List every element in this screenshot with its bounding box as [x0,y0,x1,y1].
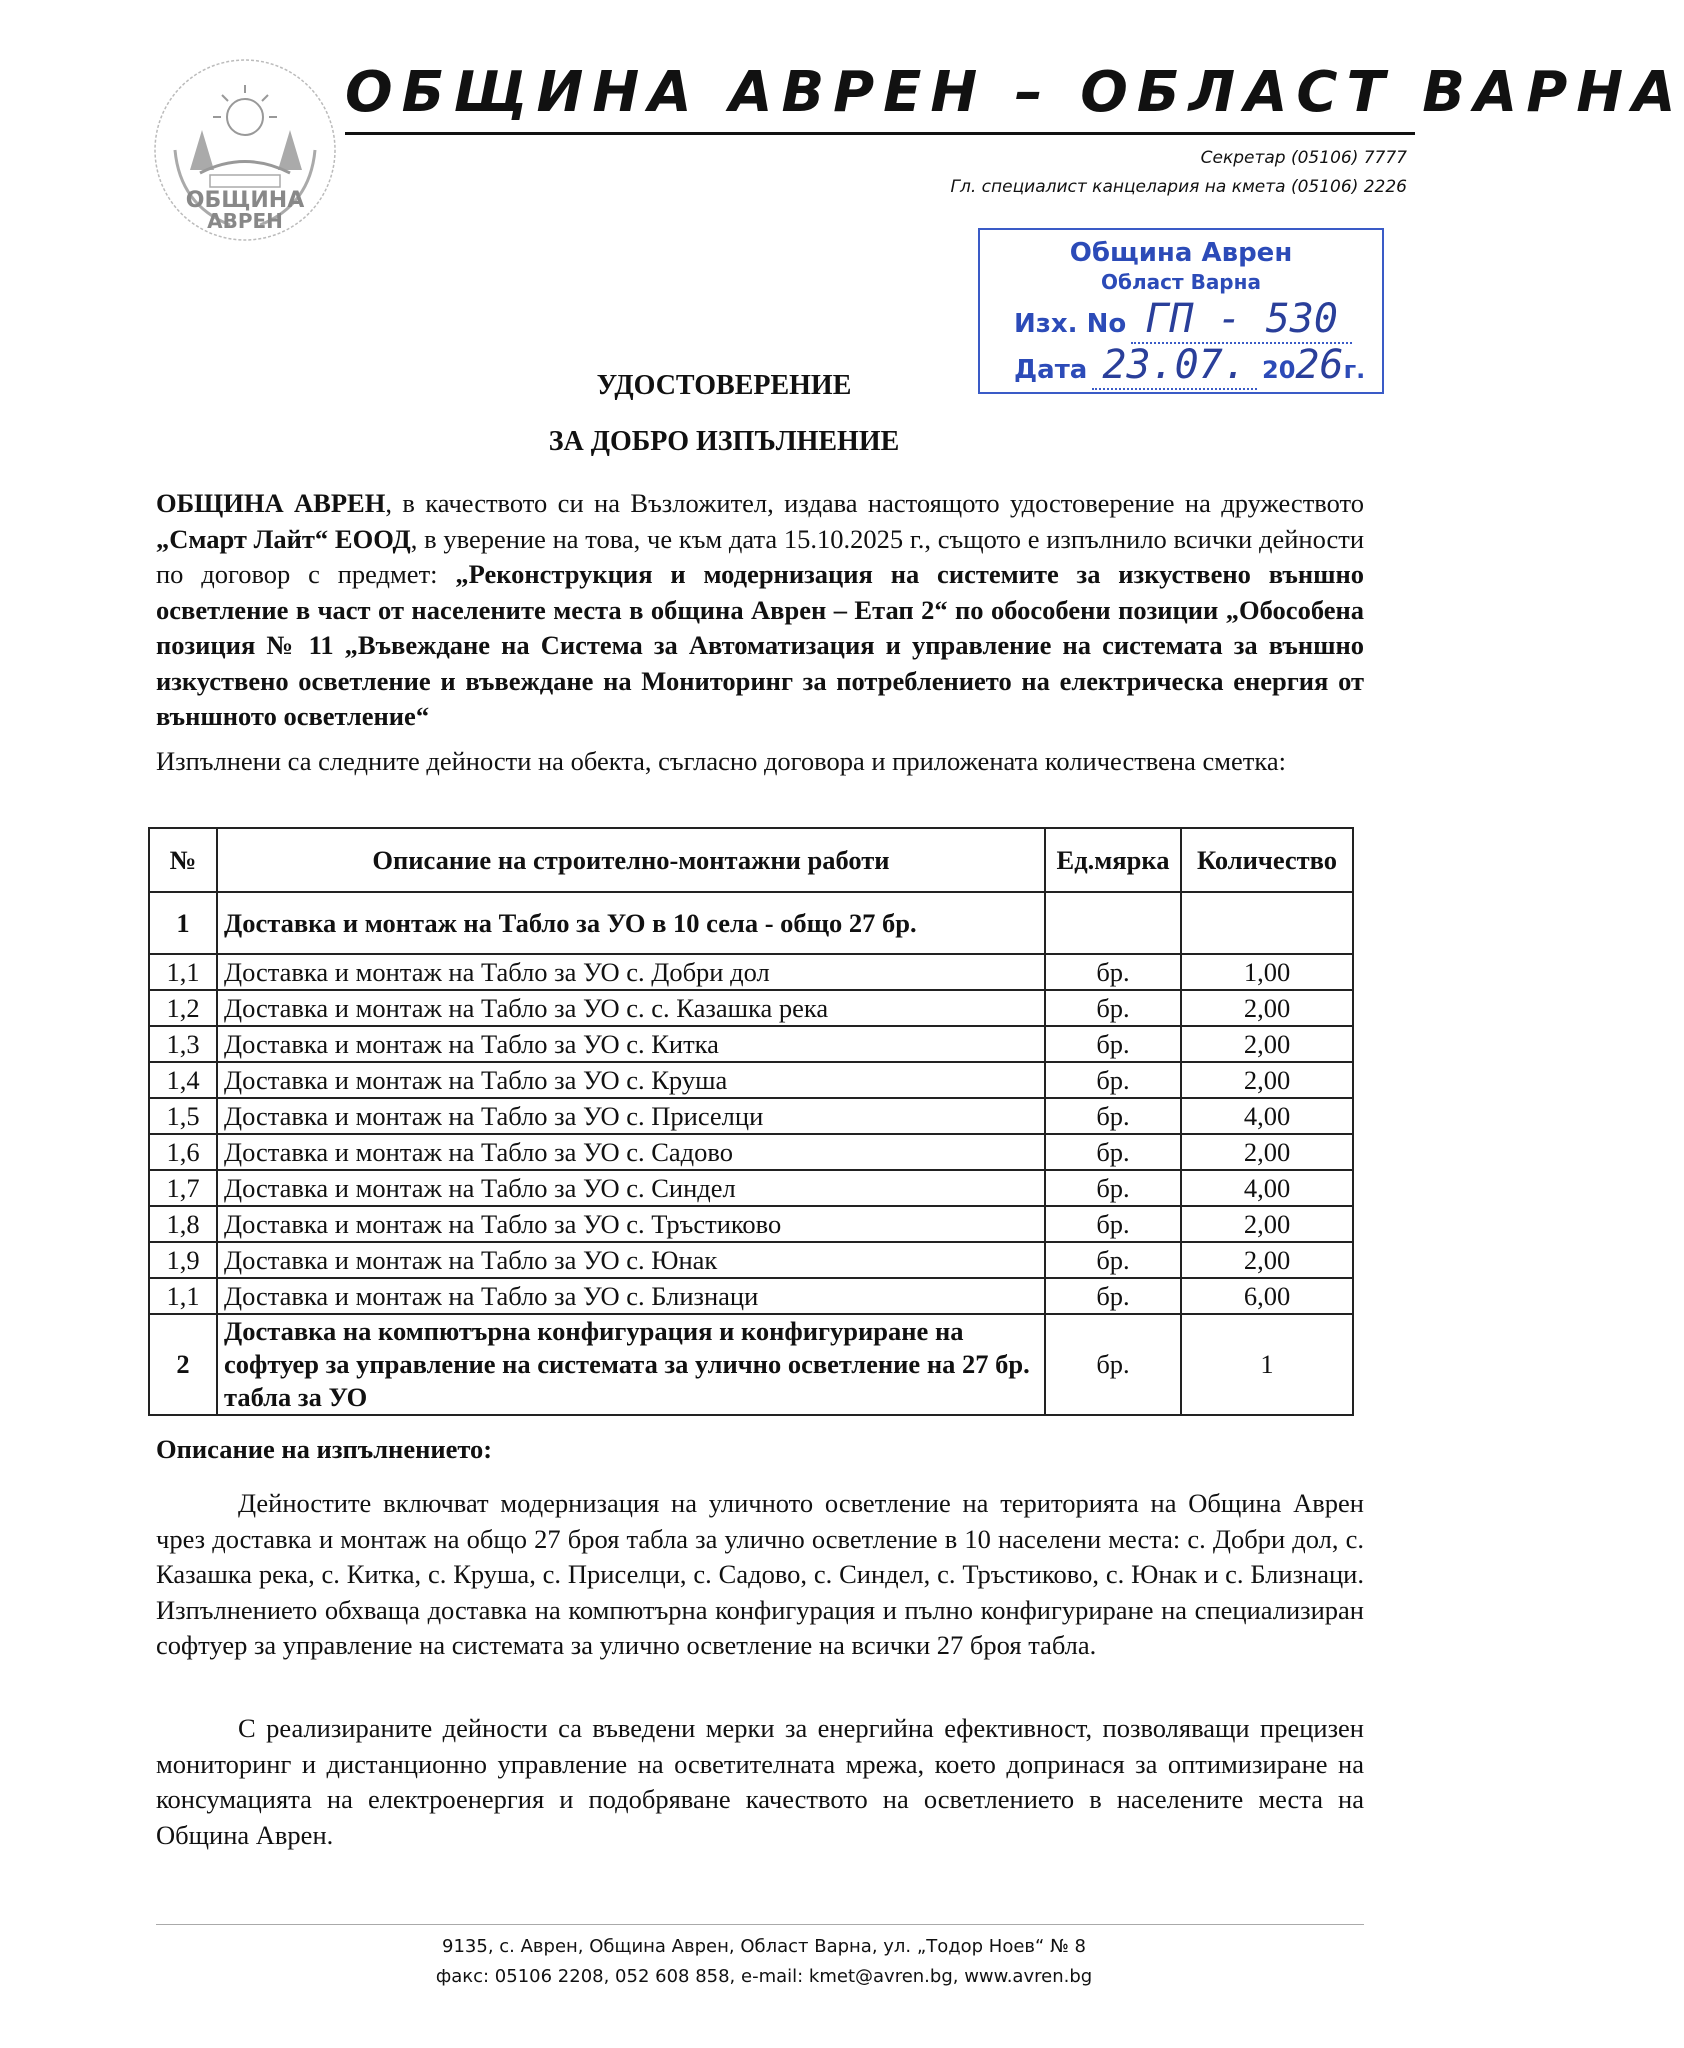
execution-heading: Описание на изпълнението: [156,1434,493,1464]
footer-contacts: факс: 05106 2208, 052 608 858, e-mail: kmet@avren.bg, www.avren.bg [435,1966,1093,1987]
cell-unit: бр. [1045,990,1181,1026]
cell-no: 1,5 [149,1098,217,1134]
cell-unit [1045,892,1181,954]
intro-contract-subject: „Реконструкция и модернизация на системите за изкуствено външно осветление в част от населените места в община Аврен – Етап 2“ по обособени позиции „Обособена позиция № 11 „Въвеждане на Система за Автоматизация и управление на системата за външно изкуствено осветление и въвеждане на Мониторинг за потреблението на електрическа енергия от външното осветление“ [156,559,1364,731]
table-row [149,1098,1353,1134]
intro-text-2: , в уверение на това, че към дата 15.10.2025 г., същото е изпълнило всички дейности по договор с предмет: [156,523,1365,589]
execution-paragraph-2: С реализираните дейности са въведени мерки за енергийна ефективност, позволяващи прецизен мониторинг и дистанционно управление на осветителната мрежа, което допринася за оптимизиране на консумацията на електроенергия и подобряване качеството на осветлението в населените места на Община Аврен. [156,1713,1364,1850]
stamp-ref-line [980,296,1416,342]
logo-text-line1: ОБЩИНА [185,188,305,213]
stamp-date-label: Дата [1014,355,1088,385]
cell-unit: бр. [1045,1026,1181,1062]
cell-unit: бр. [1045,1278,1181,1314]
table-row [149,892,1353,954]
table-row [149,954,1353,990]
table-row [149,1170,1353,1206]
cell-quantity: 2,00 [1181,1134,1353,1170]
header-description: Описание на строително-монтажни работи [217,828,1045,892]
cell-description: Доставка и монтаж на Табло за УО с. Добри дол [217,954,1045,990]
cell-description: Доставка и монтаж на Табло за УО с. Садово [217,1134,1045,1170]
cell-no: 1,8 [149,1206,217,1242]
cell-quantity: 4,00 [1181,1170,1353,1206]
cell-unit: бр. [1045,1134,1181,1170]
cell-quantity: 1 [1181,1314,1353,1415]
table-row [149,1062,1353,1098]
municipality-title: ОБЩИНА АВРЕН – ОБЛАСТ ВАРНА [345,60,1684,125]
table-row [149,1206,1353,1242]
cell-unit: бр. [1045,1242,1181,1278]
execution-paragraph-1: Дейностите включват модернизация на уличното осветление на територията на Община Аврен чрез доставка и монтаж на общо 27 броя табла за улично осветление в 10 населени места: с. Добри дол, с. Казашка река, с. Китка, с. Круша, с. Приселци, с. Садово, с. Синдел, с. Тръстиково, с. Юнак и с. Близнаци. Изпълнението обхваща доставка на компютърна конфигурация и пълно конфигуриране на специализиран софтуер за управление на системата за улично осветление на всички 27 броя табла. [156,1488,1364,1660]
document-subtitle: ЗА ДОБРО ИЗПЪЛНЕНИЕ [548,426,900,457]
intro-paragraph [156,486,1364,735]
cell-no: 1,9 [149,1242,217,1278]
cell-description: Доставка и монтаж на Табло за УО с. Тръстиково [217,1206,1045,1242]
cell-quantity: 2,00 [1181,1206,1353,1242]
works-table [148,827,1354,1416]
cell-no: 1,2 [149,990,217,1026]
cell-description: Доставка и монтаж на Табло за УО с. Юнак [217,1242,1045,1278]
document-title: УДОСТОВЕРЕНИЕ [596,370,852,401]
cell-quantity: 4,00 [1181,1098,1353,1134]
cell-unit: бр. [1045,1098,1181,1134]
cell-unit: бр. [1045,1170,1181,1206]
cell-quantity: 2,00 [1181,1026,1353,1062]
header-no: № [149,828,217,892]
cell-description: Доставка и монтаж на Табло за УО с. Китка [217,1026,1045,1062]
intro-contractor: „Смарт Лайт“ ЕООД [156,523,411,554]
logo-text-line2: АВРЕН [207,209,283,233]
stamp-year-suffix: г. [1343,356,1366,384]
cell-unit: бр. [1045,1314,1181,1415]
cell-description: Доставка и монтаж на Табло за УО с. Приселци [217,1098,1045,1134]
cell-no: 1,1 [149,1278,217,1314]
cell-description: Доставка и монтаж на Табло за УО с. Близнаци [217,1278,1045,1314]
cell-no: 1,4 [149,1062,217,1098]
header-unit: Ед.мярка [1045,828,1181,892]
stamp-year-value: 26 [1295,342,1344,388]
cell-no: 2 [149,1314,217,1415]
header-divider [345,132,1415,135]
cell-no: 1,6 [149,1134,217,1170]
table-row [149,1134,1353,1170]
stamp-date-value: 23.07. [1092,342,1257,390]
table-row [149,1278,1353,1314]
cell-unit: бр. [1045,1206,1181,1242]
cell-description: Доставка и монтаж на Табло за УО с. с. Казашка река [217,990,1045,1026]
cell-no: 1 [149,892,217,954]
cell-quantity [1181,892,1353,954]
stamp-municipality: Община Аврен [1069,238,1293,268]
cell-no: 1,7 [149,1170,217,1206]
cell-description: Доставка и монтаж на Табло за УО с. Круша [217,1062,1045,1098]
cell-quantity: 6,00 [1181,1278,1353,1314]
intro-text-1: , в качеството си на Възложител, издава настоящото удостоверение на дружеството [385,488,1364,518]
contact-secretary: Секретар (05106) 7777 [1200,148,1407,168]
table-row [149,1314,1353,1415]
cell-description: Доставка на компютърна конфигурация и конфигуриране на софтуер за управление на системата за улично осветление на 27 бр. табла за УО [217,1314,1045,1415]
lead-in-text: Изпълнени са следните дейности на обекта, съгласно договора и приложената количествена сметка: [156,746,1286,776]
cell-description: Доставка и монтаж на Табло за УО с. Синдел [217,1170,1045,1206]
cell-description: Доставка и монтаж на Табло за УО в 10 села - общо 27 бр. [217,892,1045,954]
table-header-row [149,828,1353,892]
header-quantity: Количество [1181,828,1353,892]
table-row [149,1026,1353,1062]
intro-municipality: ОБЩИНА АВРЕН [156,488,386,518]
table-row [149,1242,1353,1278]
footer-divider [156,1924,1364,1925]
stamp-year-prefix: 20 [1262,356,1296,384]
cell-quantity: 2,00 [1181,1062,1353,1098]
municipality-seal-logo [150,55,340,245]
stamp-ref-value: ГП - 530 [1131,296,1352,344]
cell-no: 1,3 [149,1026,217,1062]
cell-quantity: 1,00 [1181,954,1353,990]
cell-quantity: 2,00 [1181,990,1353,1026]
stamp-region: Област Варна [1101,270,1261,294]
cell-unit: бр. [1045,954,1181,990]
contact-office: Гл. специалист канцелария на кмета (05106) 2226 [950,177,1407,197]
footer-address: 9135, с. Аврен, Община Аврен, Област Варна, ул. „Тодор Ноев“ № 8 [442,1936,1086,1957]
cell-unit: бр. [1045,1062,1181,1098]
cell-quantity: 2,00 [1181,1242,1353,1278]
cell-no: 1,1 [149,954,217,990]
stamp-ref-label: Изх. No [1014,309,1127,339]
table-row [149,990,1353,1026]
